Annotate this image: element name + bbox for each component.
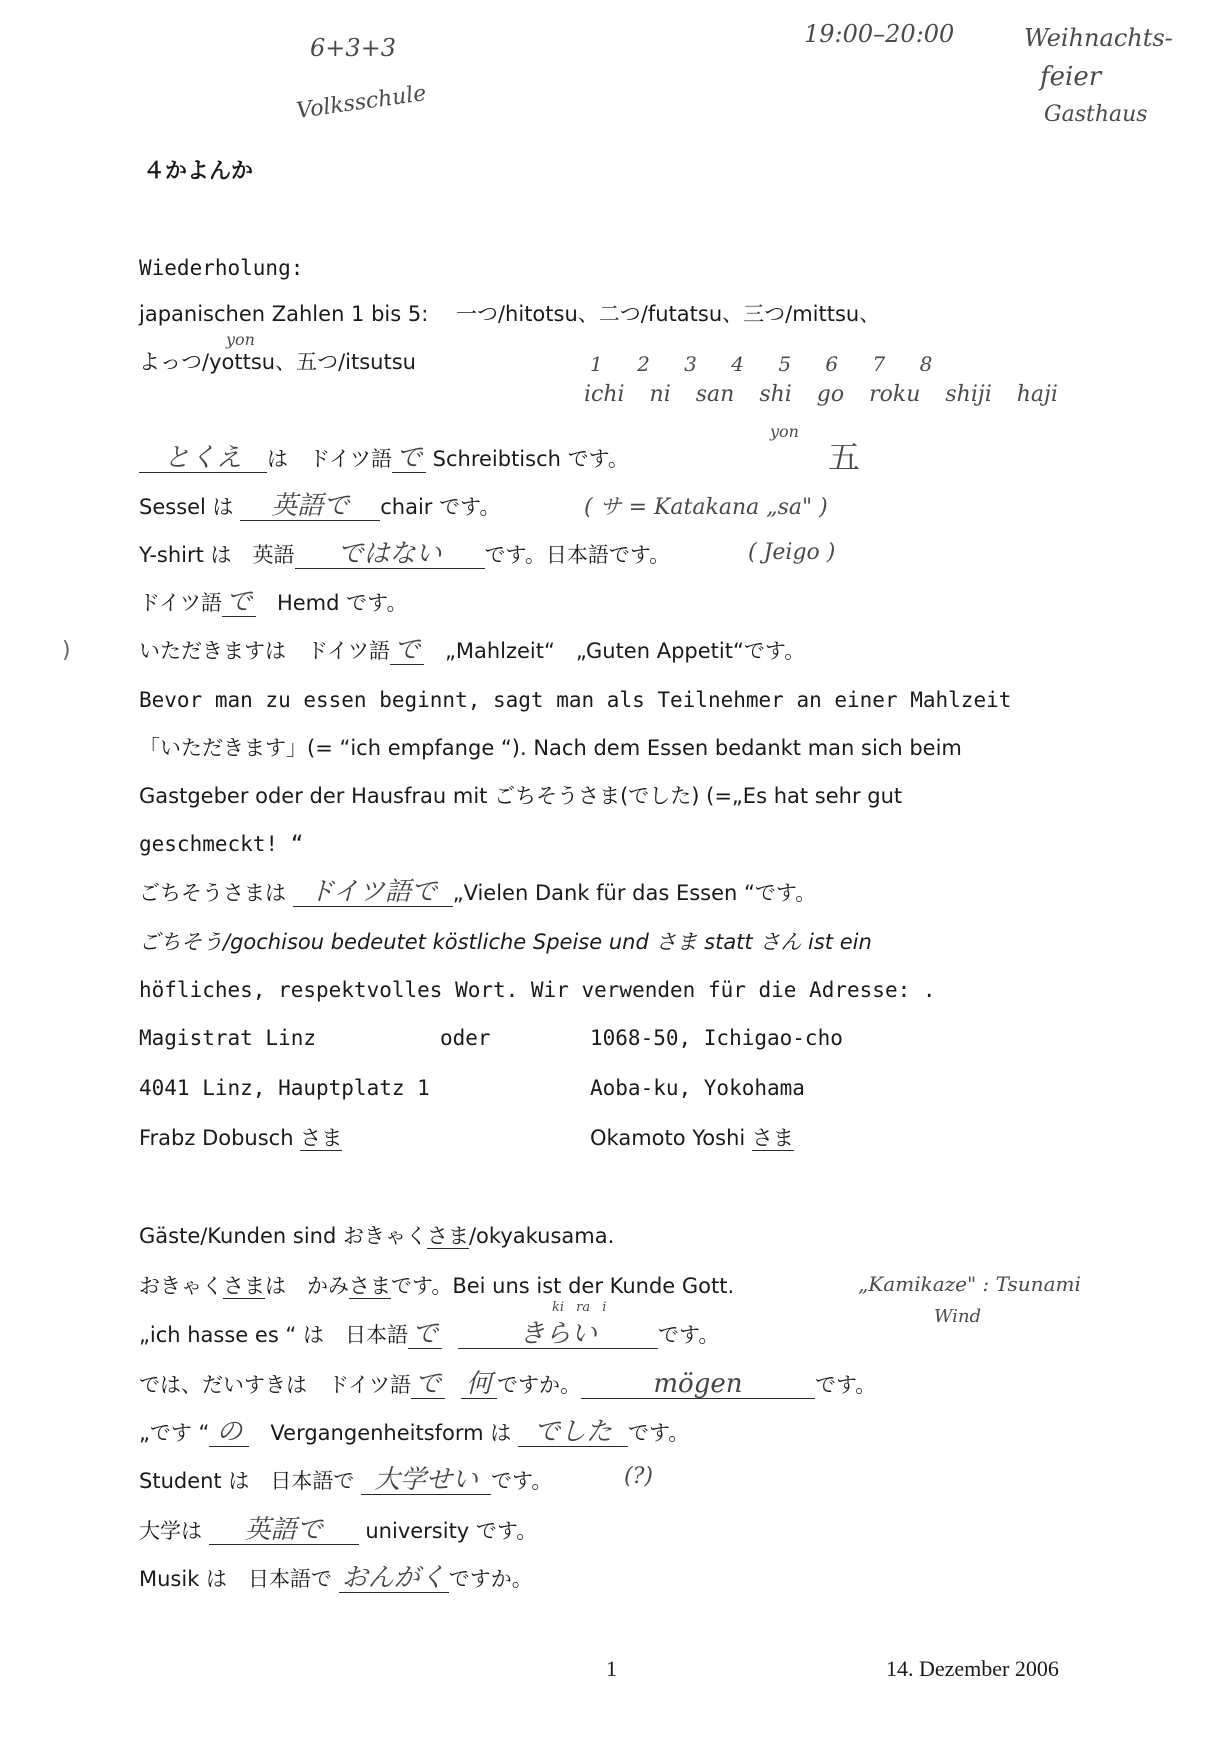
handwritten-volksschule: Volksschule [294, 81, 428, 124]
sama-underlined: さま [223, 1274, 265, 1298]
answer-blank[interactable]: で [411, 1370, 445, 1399]
handwritten-five-kanji: 五 [828, 438, 861, 476]
answer-blank-moegen[interactable]: mögen [581, 1370, 815, 1399]
exercise-line-20 [139, 1564, 533, 1593]
text: Hemd です。 [255, 591, 408, 615]
text: おきゃく [139, 1274, 223, 1298]
address-left-3 [139, 1124, 342, 1152]
numbers-line-1: japanischen Zahlen 1 bis 5: 一つ/hitotsu、二つ/futatsu、三つ/mittsu、 [139, 302, 881, 326]
text: Sessel は [139, 495, 241, 519]
handwritten-sa-note: ( サ = Katakana „sa" ) [584, 495, 828, 520]
text-line-14 [139, 1272, 734, 1300]
handwritten-yon-1: yon [226, 330, 255, 349]
sama-underlined: さま [426, 1224, 469, 1248]
text: „ich hasse es “ は 日本語 [139, 1323, 408, 1347]
address-left-2: 4041 Linz, Hauptplatz 1 [139, 1076, 430, 1100]
text: です。 [814, 1373, 877, 1397]
answer-blank-deshita[interactable]: でした [518, 1418, 628, 1447]
text-line-6: Bevor man zu essen beginnt, sagt man als Teilnehmer an einer Mahlzeit [139, 688, 1012, 712]
handwritten-number-romaji: ichi ni san shi go roku shiji haji [584, 382, 1058, 407]
handwritten-time: 19:00–20:00 [804, 20, 955, 48]
text: ですか。 [448, 1567, 533, 1591]
exercise-line-17 [139, 1418, 689, 1447]
text: です。 [658, 1323, 720, 1347]
text: 大学は [139, 1519, 209, 1543]
text: は ドイツ語 [267, 447, 392, 471]
handwritten-number-digits: 1 2 3 4 5 6 7 8 [590, 352, 933, 376]
answer-blank[interactable]: の [209, 1418, 249, 1447]
handwritten-kirai-reading: ki ra i [552, 1300, 607, 1315]
page-title: ４かよんか [143, 159, 254, 184]
answer-blank[interactable]: で [390, 636, 424, 665]
text: /okyakusama. [468, 1224, 615, 1248]
handwritten-question-note: (?) [624, 1464, 653, 1489]
address-left-1: Magistrat Linz [139, 1026, 317, 1050]
text-line-8: Gastgeber oder der Hausfrau mit ごちそうさま(でした) (=„Es hat sehr gut [139, 784, 903, 808]
answer-blank-tokue[interactable]: とくえ [139, 444, 267, 473]
handwritten-place: Gasthaus [1044, 102, 1148, 127]
margin-bracket: ) [62, 638, 71, 663]
exercise-line-15 [139, 1320, 719, 1349]
answer-blank[interactable]: 英語で [209, 1516, 359, 1545]
answer-blank[interactable]: ドイツ語で [293, 878, 453, 907]
text: Gäste/Kunden sind おきゃく [139, 1224, 427, 1248]
handwritten-yon-2: yon [770, 422, 799, 441]
text: Student は 日本語で [139, 1469, 362, 1493]
exercise-line-16 [139, 1370, 876, 1399]
text: いただきますは ドイツ語 [139, 639, 390, 663]
text: university です。 [358, 1519, 538, 1543]
text-line-9: geschmeckt! “ [139, 832, 304, 856]
text: Okamoto Yoshi [590, 1126, 752, 1150]
exercise-line-2 [139, 492, 500, 521]
text: ドイツ語 [139, 591, 222, 615]
text: ごちそうさまは [139, 881, 293, 905]
text-line-11: ごちそう/gochisou bedeutet köstliche Speise und さま statt さん ist ein [139, 930, 872, 954]
answer-blank-nani[interactable]: 何 [461, 1370, 497, 1399]
text-line-13 [139, 1222, 614, 1250]
exercise-line-4 [139, 588, 407, 617]
answer-blank-daigakusei[interactable]: 大学せい [361, 1466, 491, 1495]
numbers-line-2: よっつ/yottsu、五つ/itsutsu [139, 350, 416, 374]
answer-blank[interactable]: ではない [295, 540, 485, 569]
exercise-line-18 [139, 1466, 552, 1495]
answer-blank[interactable]: で [222, 588, 256, 617]
handwritten-eigo-note: ( Jeigo ) [748, 540, 836, 565]
handwritten-kamikaze-note: „Kamikaze" : Tsunami [858, 1272, 1081, 1296]
exercise-line-3 [139, 540, 670, 569]
address-right-2: Aoba-ku, Yokohama [590, 1076, 805, 1100]
exercise-line-19 [139, 1516, 537, 1545]
sama-underlined: さま [349, 1274, 391, 1298]
section-heading: Wiederholung: [139, 256, 304, 280]
text: です。 [627, 1421, 690, 1445]
handwritten-event: Weihnachts- [1024, 24, 1173, 52]
answer-blank[interactable]: で [392, 444, 426, 473]
answer-blank-kirai[interactable]: きらい [458, 1320, 658, 1349]
answer-blank[interactable]: で [408, 1320, 442, 1349]
text: では、だいすきは ドイツ語 [139, 1373, 411, 1397]
sama-underlined: さま [751, 1126, 794, 1150]
answer-blank[interactable]: 英語で [240, 492, 380, 521]
address-right-3 [590, 1124, 794, 1152]
exercise-line-5 [139, 636, 805, 665]
text: „です “ [139, 1421, 210, 1445]
page-number: 1 [606, 1656, 617, 1681]
exercise-line-10 [139, 878, 816, 907]
text: „Vielen Dank für das Essen “です。 [452, 881, 817, 905]
text: です。日本語です。 [484, 543, 671, 567]
text: Schreibtisch です。 [425, 447, 629, 471]
text: です。 [491, 1469, 553, 1493]
text: は かみ [265, 1274, 349, 1298]
text: chair です。 [380, 495, 501, 519]
text-line-12: höfliches, respektvolles Wort. Wir verwenden für die Adresse: . [139, 978, 936, 1002]
text: です。Bei uns ist der Kunde Gott. [391, 1274, 735, 1298]
address-right-1: 1068-50, Ichigao-cho [590, 1026, 843, 1050]
text: Y-shirt は 英語 [139, 543, 295, 567]
exercise-line-1 [139, 444, 629, 473]
text: Musik は 日本語で [139, 1567, 339, 1591]
text: „Mahlzeit“ „Guten Appetit“です。 [423, 639, 806, 663]
sama-underlined: さま [300, 1126, 343, 1150]
answer-blank-ongaku[interactable]: おんがく [339, 1564, 449, 1593]
text: ですか。 [496, 1373, 581, 1397]
text: Vergangenheitsform は [249, 1421, 518, 1445]
text: Frabz Dobusch [139, 1126, 301, 1150]
address-oder: oder [440, 1026, 491, 1050]
handwritten-calc: 6+3+3 [310, 34, 397, 62]
text-line-7: 「いただきます」(= “ich empfange “). Nach dem Essen bedankt man sich beim [139, 736, 962, 760]
handwritten-wind-note: Wind [934, 1306, 982, 1327]
document-date: 14. Dezember 2006 [886, 1656, 1059, 1681]
handwritten-event2: feier [1040, 62, 1102, 92]
